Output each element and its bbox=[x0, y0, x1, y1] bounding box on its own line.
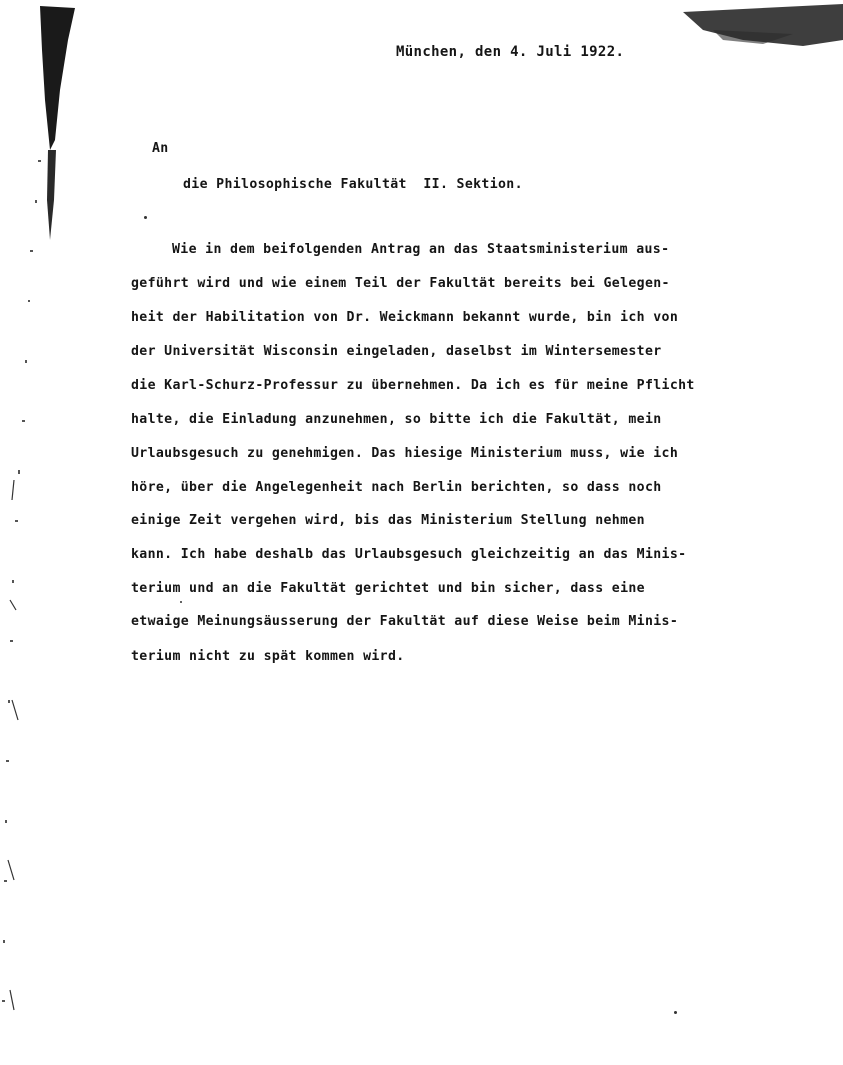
scan-speck bbox=[144, 216, 147, 219]
letter-date-line: München, den 4. Juli 1922. bbox=[396, 44, 625, 60]
body-line: kann. Ich habe deshalb das Urlaubsgesuch gleichzeitig an das Minis- bbox=[131, 547, 687, 562]
scan-top-corner-smudge bbox=[623, 0, 843, 60]
letter-salutation: An bbox=[152, 141, 169, 156]
body-line: Urlaubsgesuch zu genehmigen. Das hiesige Ministerium muss, wie ich bbox=[131, 446, 679, 461]
scan-speck bbox=[180, 601, 182, 603]
body-line: halte, die Einladung anzunehmen, so bitte ich die Fakultät, mein bbox=[131, 412, 662, 427]
body-line: der Universität Wisconsin eingeladen, daselbst im Wintersemester bbox=[131, 344, 662, 359]
body-line: geführt wird und wie einem Teil der Fakultät bereits bei Gelegen- bbox=[131, 276, 670, 291]
scan-speck bbox=[674, 1011, 677, 1014]
letter-recipient: die Philosophische Fakultät II. Sektion. bbox=[183, 177, 523, 192]
body-line: etwaige Meinungsäusserung der Fakultät auf diese Weise beim Minis- bbox=[131, 614, 679, 629]
scan-left-edge-artifact bbox=[0, 0, 80, 1065]
body-line: Wie in dem beifolgenden Antrag an das Staatsministerium aus- bbox=[172, 242, 670, 257]
body-line: die Karl-Schurz-Professur zu übernehmen. Da ich es für meine Pflicht bbox=[131, 378, 695, 393]
body-line: heit der Habilitation von Dr. Weickmann bekannt wurde, bin ich von bbox=[131, 310, 679, 325]
body-line: terium nicht zu spät kommen wird. bbox=[131, 649, 405, 664]
body-line: terium und an die Fakultät gerichtet und bin sicher, dass eine bbox=[131, 581, 645, 596]
body-line: höre, über die Angelegenheit nach Berlin berichten, so dass noch bbox=[131, 480, 662, 495]
body-line: einige Zeit vergehen wird, bis das Ministerium Stellung nehmen bbox=[131, 513, 645, 528]
